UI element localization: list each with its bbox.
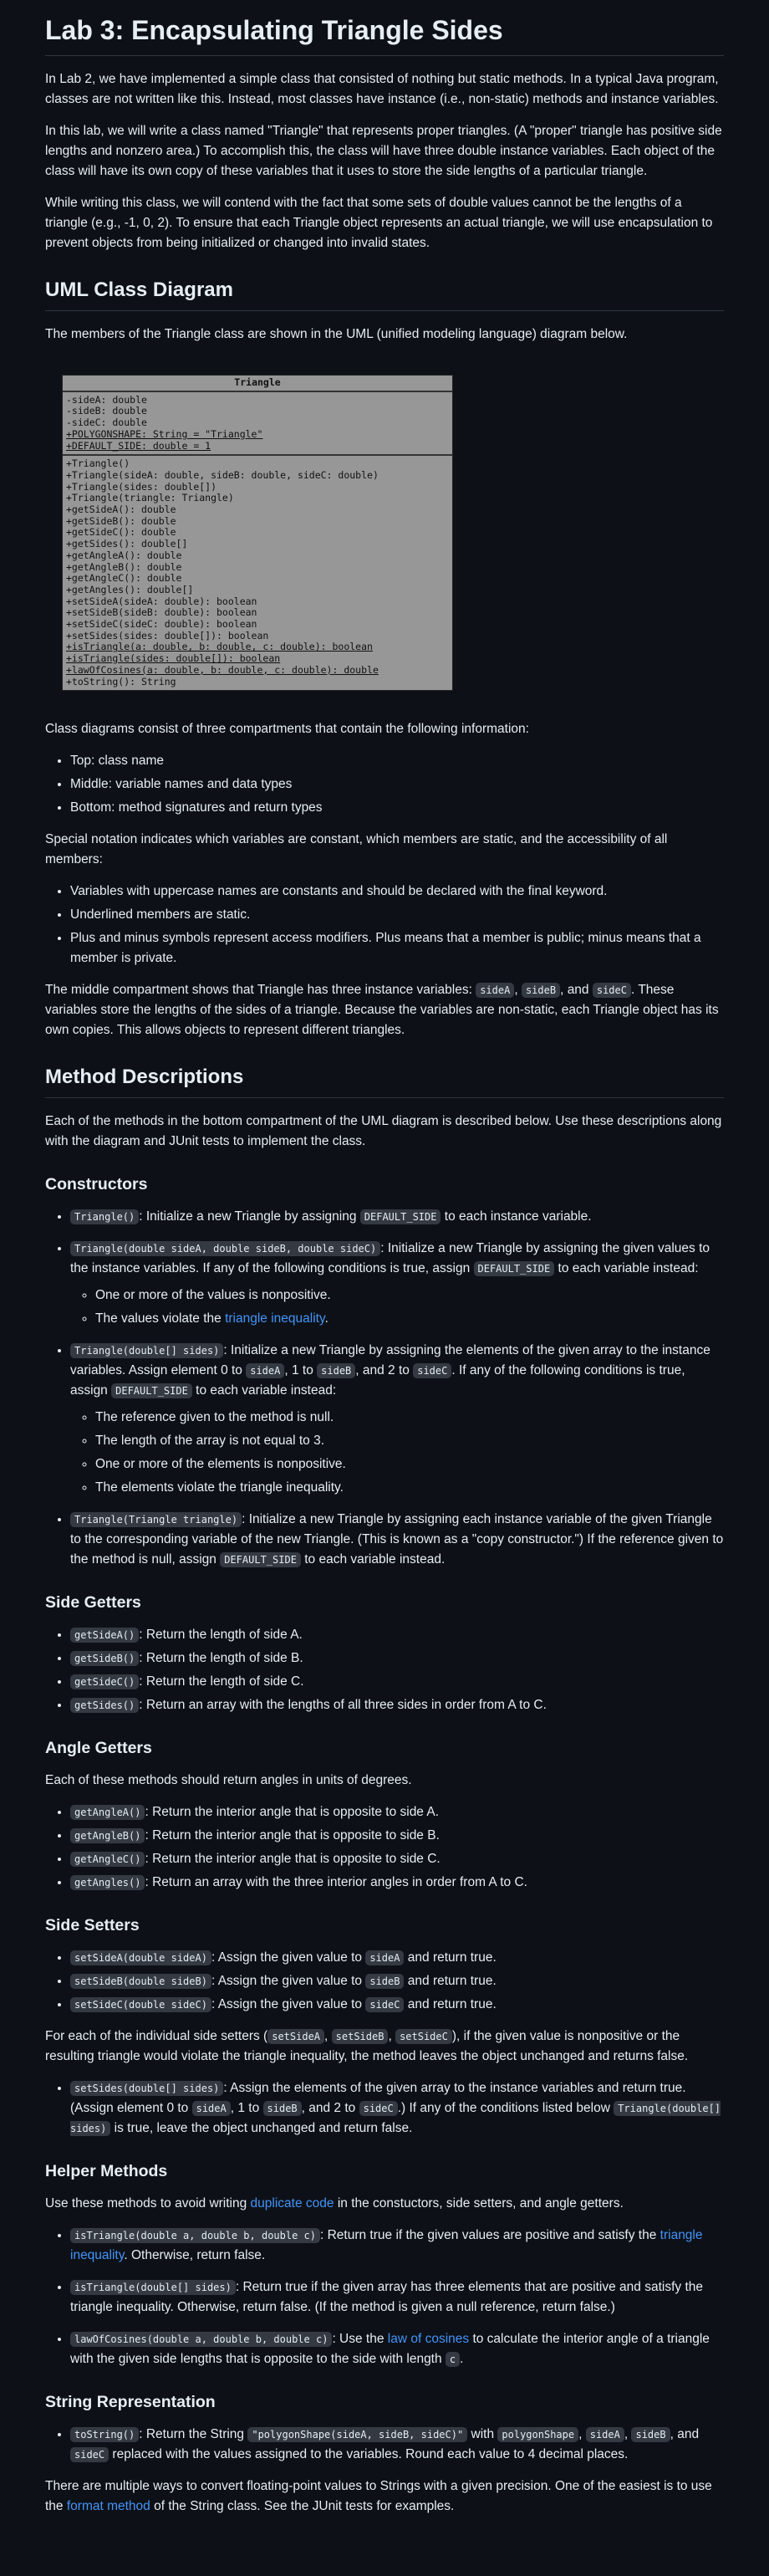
- uml-method: +isTriangle(sides: double[]): boolean: [66, 652, 281, 665]
- text-span: : Return the length of side C.: [139, 1674, 304, 1689]
- list-item: [70, 1207, 724, 1227]
- law-of-cosines-link[interactable]: law of cosines: [387, 2332, 470, 2347]
- middle-compartment-paragraph: [45, 980, 724, 1040]
- methods-intro: Each of the methods in the bottom compartment of the UML diagram is described below. Use these descriptions along with the diagram and JUnit tests to implement the class.: [45, 1114, 722, 1149]
- uml-method: +setSides(sides: double[]): boolean: [66, 629, 269, 641]
- compartments-list: [45, 751, 724, 818]
- angle-getters-heading: Angle Getters: [45, 1739, 152, 1758]
- inline-code: sideB: [263, 2101, 302, 2116]
- inline-code: setSideB(double sideB): [70, 1974, 211, 1989]
- text-span: , 1 to: [284, 1363, 318, 1378]
- uml-intro: The members of the Triangle class are shown in the UML (unified modeling language) diagram below.: [45, 327, 628, 341]
- text-span: ), if the given value is nonpositive or the resulting triangle would violate the triangle inequality, the method leaves the object unchanged and returns false.: [45, 2029, 689, 2064]
- inline-code: sideC: [359, 2101, 398, 2116]
- uml-method: +isTriangle(a: double, b: double, c: double): boolean: [66, 641, 373, 653]
- text-span: The middle compartment shows that Triangle has three instance variables:: [45, 983, 476, 998]
- inline-code: getAngleA(): [70, 1805, 145, 1820]
- uml-method: +Triangle(triangle: Triangle): [66, 492, 234, 504]
- uml-method: +setSideB(sideB: double): boolean: [66, 606, 257, 619]
- inline-code: getAngles(): [70, 1875, 145, 1890]
- text-span: Use these methods to avoid writing: [45, 2196, 251, 2211]
- inline-code: sideC: [70, 2447, 109, 2462]
- uml-field: +DEFAULT_SIDE: double = 1: [66, 439, 211, 452]
- list-item: [95, 1309, 724, 1329]
- text-span: , and 2 to: [301, 2101, 359, 2116]
- text-span: : Return the interior angle that is opposite to side B.: [145, 1828, 440, 1843]
- list-item: [70, 1239, 724, 1329]
- inline-code: setSideB: [332, 2029, 389, 2044]
- uml-method: +getSideC(): double: [66, 526, 176, 539]
- string-representation-list: [45, 2425, 724, 2465]
- inline-code: c: [446, 2352, 460, 2367]
- text-span: ,: [388, 2029, 396, 2044]
- text-span: ,: [624, 2427, 632, 2442]
- text-span: : Return true if the given values are positive and satisfy the: [319, 2228, 660, 2243]
- uml-field: -sideA: double: [66, 393, 147, 406]
- text-span: , and: [670, 2427, 700, 2442]
- inline-code: polygonShape: [497, 2427, 578, 2442]
- inline-code: sideA: [246, 1363, 284, 1378]
- text-span: : Use the: [332, 2332, 388, 2347]
- list-item: ◦ The elements violate the triangle inequality.: [95, 1478, 724, 1498]
- uml-method: +Triangle(sides: double[]): [66, 480, 217, 493]
- inline-code: setSideC(double sideC): [70, 1997, 211, 2012]
- uml-diagram-container: [45, 356, 724, 719]
- text-span: : Return an array with the three interior angles in order from A to C.: [145, 1875, 527, 1890]
- list-item: • Middle: variable names and data types: [70, 774, 724, 795]
- string-representation-heading: String Representation: [45, 2393, 216, 2412]
- text-span: : Return the length of side A.: [139, 1628, 303, 1643]
- text-span: . If any of the following conditions is true, assign: [70, 1363, 685, 1398]
- list-item: [70, 1971, 724, 1991]
- list-item: [70, 1873, 724, 1893]
- text-span: replaced with the values assigned to the variables. Round each value to 4 decimal places.: [109, 2447, 629, 2462]
- inline-code: setSideC: [395, 2029, 452, 2044]
- inline-code: Triangle(double[] sides): [70, 1343, 223, 1358]
- inline-code: getSideB(): [70, 1651, 139, 1666]
- inline-code: sideA: [365, 1950, 404, 1965]
- inline-code: DEFAULT_SIDE: [474, 1261, 555, 1276]
- text-span: : Assign the given value to: [211, 1997, 366, 2012]
- list-item: [70, 2078, 724, 2139]
- text-span: to each variable instead:: [554, 1261, 699, 1276]
- inline-code: sideB: [522, 983, 560, 998]
- side-setters-heading: Side Setters: [45, 1916, 140, 1935]
- uml-diagram: [62, 375, 453, 691]
- list-item: [70, 1849, 724, 1869]
- duplicate-code-link[interactable]: duplicate code: [250, 2196, 334, 2211]
- text-span: : Return true if the given array has three elements that are positive and satisfy the triangle inequality. Otherwise, return false. (If the method is given a null reference, return false.): [70, 2280, 704, 2315]
- inline-code: sideC: [593, 983, 631, 998]
- uml-field: -sideB: double: [66, 405, 147, 417]
- uml-method: +toString(): String: [66, 675, 176, 687]
- methods-heading: Method Descriptions: [45, 1064, 724, 1098]
- text-span: to each instance variable.: [441, 1209, 592, 1224]
- text-span: .: [460, 2352, 464, 2367]
- text-span: : Return the length of side B.: [139, 1651, 303, 1666]
- text-span: .) If any of the conditions listed below: [397, 2101, 614, 2116]
- inline-code: sideC: [365, 1997, 404, 2012]
- notation-list: [45, 882, 724, 969]
- list-item: [70, 1672, 724, 1692]
- text-span: is true, leave the object unchanged and return false.: [110, 2121, 413, 2136]
- uml-method: +lawOfCosines(a: double, b: double, c: double): double: [66, 663, 379, 676]
- helpers-list: [45, 2226, 724, 2369]
- list-item: • Bottom: method signatures and return types: [70, 798, 724, 818]
- text-span: : Return an array with the lengths of all three sides in order from A to C.: [139, 1698, 547, 1713]
- uml-heading: UML Class Diagram: [45, 277, 724, 311]
- text-span: to each variable instead:: [191, 1383, 337, 1398]
- format-paragraph: [45, 2476, 724, 2517]
- list-item: [70, 1826, 724, 1846]
- text-span: : Assign the elements of the given array to the instance variables and return true. (Assign element 0 to: [70, 2081, 686, 2116]
- inline-code: getSideA(): [70, 1628, 139, 1643]
- compartments-intro: Class diagrams consist of three compartments that contain the following information:: [45, 722, 529, 737]
- text-span: .: [324, 1311, 328, 1326]
- uml-method: +setSideC(sideC: double): boolean: [66, 618, 257, 631]
- uml-method: +getSides(): double[]: [66, 538, 188, 550]
- list-item: [70, 2425, 724, 2465]
- text-span: : Return the String: [139, 2427, 248, 2442]
- uml-method: +Triangle(): [66, 457, 130, 470]
- inline-code: sideA: [476, 983, 514, 998]
- list-item: [70, 1802, 724, 1822]
- text-span: in the constuctors, side setters, and angle getters.: [334, 2196, 624, 2211]
- triangle-inequality-link[interactable]: triangle inequality: [70, 2228, 703, 2263]
- text-span: and return true.: [404, 1974, 497, 1989]
- text-span: : Assign the given value to: [211, 1974, 366, 1989]
- inline-code: getAngleC(): [70, 1852, 145, 1867]
- inline-code: DEFAULT_SIDE: [111, 1383, 192, 1398]
- text-span: and return true.: [404, 1950, 497, 1965]
- text-span: : Assign the given value to: [211, 1950, 366, 1965]
- text-span: , and 2 to: [355, 1363, 414, 1378]
- text-span: , 1 to: [230, 2101, 263, 2116]
- inline-code: DEFAULT_SIDE: [360, 1209, 441, 1224]
- text-span: ,: [578, 2427, 586, 2442]
- list-item: [70, 2226, 724, 2266]
- text-span: with: [467, 2427, 498, 2442]
- inline-code: Triangle(Triangle triangle): [70, 1512, 242, 1527]
- list-item: • Top: class name: [70, 751, 724, 771]
- text-span: For each of the individual side setters (: [45, 2029, 268, 2044]
- text-span: . These variables store the lengths of the sides of a triangle. Because the variables are non-static, each Triangle object has its own copies. This allows objects to represent different triangles.: [45, 983, 719, 1038]
- inline-code: setSideA(double sideA): [70, 1950, 211, 1965]
- list-item: • Plus and minus symbols represent access modifiers. Plus means that a member is public; minus means that a member is private.: [70, 928, 724, 969]
- inline-code: "polygonShape(sideA, sideB, sideC)": [247, 2427, 467, 2442]
- inline-code: sideA: [192, 2101, 231, 2116]
- intro-paragraph: While writing this class, we will contend with the fact that some sets of double values cannot be the lengths of a triangle (e.g., -1, 0, 2). To ensure that each Triangle object represents an actual triangle, we will use encapsulation to prevent objects from being initialized or changed into invalid states.: [45, 196, 713, 250]
- uml-method: +getAngleC(): double: [66, 572, 182, 585]
- list-item: ◦ One or more of the elements is nonpositive.: [95, 1454, 724, 1475]
- uml-class-name: Triangle: [63, 376, 452, 392]
- uml-method: +getSideA(): double: [66, 503, 176, 516]
- format-method-link[interactable]: format method: [66, 2499, 150, 2514]
- text-span: and return true.: [404, 1997, 497, 2012]
- text-span: ,: [324, 2029, 332, 2044]
- text-span: . Otherwise, return false.: [124, 2248, 266, 2263]
- inline-code: Triangle(double[] sides): [70, 2103, 721, 2135]
- inline-code: setSideA: [267, 2029, 324, 2044]
- text-span: to calculate the interior angle of a triangle with the given side lengths that is opposite to the side with length: [70, 2332, 710, 2367]
- inline-code: isTriangle(double[] sides): [70, 2280, 236, 2295]
- list-item: ◦ The length of the array is not equal to 3.: [95, 1431, 724, 1451]
- uml-method: +getSideB(): double: [66, 514, 176, 527]
- angle-getters-list: [45, 1802, 724, 1893]
- list-item: • Underlined members are static.: [70, 905, 724, 925]
- side-getters-list: [45, 1625, 724, 1715]
- list-item: • Variables with uppercase names are constants and should be declared with the final keyword.: [70, 882, 724, 902]
- text-span: : Initialize a new Triangle by assigning: [139, 1209, 360, 1224]
- inline-code: setSides(double[] sides): [70, 2081, 223, 2096]
- triangle-inequality-link[interactable]: triangle inequality: [225, 1311, 325, 1326]
- list-item: [70, 1695, 724, 1715]
- inline-code: isTriangle(double a, double b, double c): [70, 2228, 320, 2243]
- side-setters-paragraph: [45, 2027, 724, 2067]
- uml-fields-compartment: [63, 392, 452, 455]
- inline-code: getSides(): [70, 1698, 139, 1713]
- list-item: ◦ One or more of the values is nonpositive.: [95, 1285, 724, 1306]
- list-item: [70, 1510, 724, 1570]
- uml-method: +getAngleA(): double: [66, 549, 182, 561]
- inline-code: getAngleB(): [70, 1828, 145, 1843]
- constructors-list: [45, 1207, 724, 1570]
- list-item: ◦ The reference given to the method is null.: [95, 1408, 724, 1428]
- list-item: [70, 1948, 724, 1968]
- uml-method: +setSideA(sideA: double): boolean: [66, 595, 257, 607]
- list-item: [70, 1625, 724, 1645]
- helpers-paragraph: [45, 2194, 724, 2214]
- list-item: [70, 1648, 724, 1669]
- inline-code: getSideC(): [70, 1674, 139, 1689]
- uml-method: +getAngles(): double[]: [66, 583, 194, 595]
- inline-code: DEFAULT_SIDE: [220, 1552, 301, 1567]
- list-item: [70, 2277, 724, 2318]
- inline-code: Triangle(double sideA, double sideB, double sideC): [70, 1241, 380, 1256]
- uml-field: -sideC: double: [66, 417, 147, 429]
- side-setters-list: [45, 1948, 724, 2015]
- text-span: of the String class. See the JUnit tests for examples.: [150, 2499, 455, 2514]
- inline-code: toString(): [70, 2427, 139, 2442]
- constructors-heading: Constructors: [45, 1175, 148, 1194]
- text-span: : Return the interior angle that is opposite to side A.: [145, 1805, 440, 1820]
- intro-paragraph: In Lab 2, we have implemented a simple class that consisted of nothing but static methods. In a typical Java program, classes are not written like this. Instead, most classes have instance (i.e., non-static) methods and instance variables.: [45, 72, 719, 106]
- page-title: Lab 3: Encapsulating Triangle Sides: [45, 13, 724, 56]
- text-span: to each variable instead.: [300, 1552, 446, 1567]
- inline-code: Triangle(): [70, 1209, 139, 1224]
- list-item: [70, 1341, 724, 1498]
- list-item: [70, 1995, 724, 2015]
- helper-methods-heading: Helper Methods: [45, 2162, 168, 2181]
- list-item: [70, 2329, 724, 2369]
- text-span: : Return the interior angle that is opposite to side C.: [145, 1852, 441, 1867]
- inline-code: sideB: [631, 2427, 670, 2442]
- inline-code: sideC: [413, 1363, 451, 1378]
- uml-method: +Triangle(sideA: double, sideB: double, sideC: double): [66, 468, 379, 481]
- text-span: : Initialize a new Triangle by assigning the elements of the given array to the instance variables. Assign element 0 to: [70, 1343, 710, 1378]
- intro-paragraph: In this lab, we will write a class named "Triangle" that represents proper triangles. (A "proper" triangle has positive side lengths and nonzero area.) To accomplish this, the class will have three double instance variables. Each object of the class will have its own copy of these variables that it uses to store the side lengths of a particular triangle.: [45, 124, 722, 178]
- text-span: There are multiple ways to convert floating-point values to Strings with a given precision. One of the easiest is to use the: [45, 2479, 712, 2514]
- text-span: The values violate the: [95, 1311, 226, 1326]
- inline-code: lawOfCosines(double a, double b, double c): [70, 2332, 332, 2347]
- text-span: : Initialize a new Triangle by assigning each instance variable of the given Triangle to the corresponding variable of the new Triangle. (This is known as a "copy constructor.") If the reference given to the method is null, assign: [70, 1512, 724, 1567]
- set-sides-list: [45, 2078, 724, 2139]
- angle-getters-intro: Each of these methods should return angles in units of degrees.: [45, 1773, 412, 1788]
- text-span: ,: [514, 983, 522, 998]
- inline-code: sideB: [317, 1363, 355, 1378]
- inline-code: sideB: [365, 1974, 404, 1989]
- uml-method: +getAngleB(): double: [66, 560, 182, 573]
- notation-intro: Special notation indicates which variables are constant, which members are static, and the accessibility of all members:: [45, 832, 668, 867]
- text-span: : Initialize a new Triangle by assigning the given values to the instance variables. If any of the following conditions is true, assign: [70, 1241, 710, 1276]
- text-span: , and: [560, 983, 593, 998]
- uml-field: +POLYGONSHAPE: String = "Triangle": [66, 427, 263, 440]
- inline-code: sideA: [586, 2427, 624, 2442]
- side-getters-heading: Side Getters: [45, 1593, 141, 1613]
- uml-methods-compartment: [63, 454, 452, 690]
